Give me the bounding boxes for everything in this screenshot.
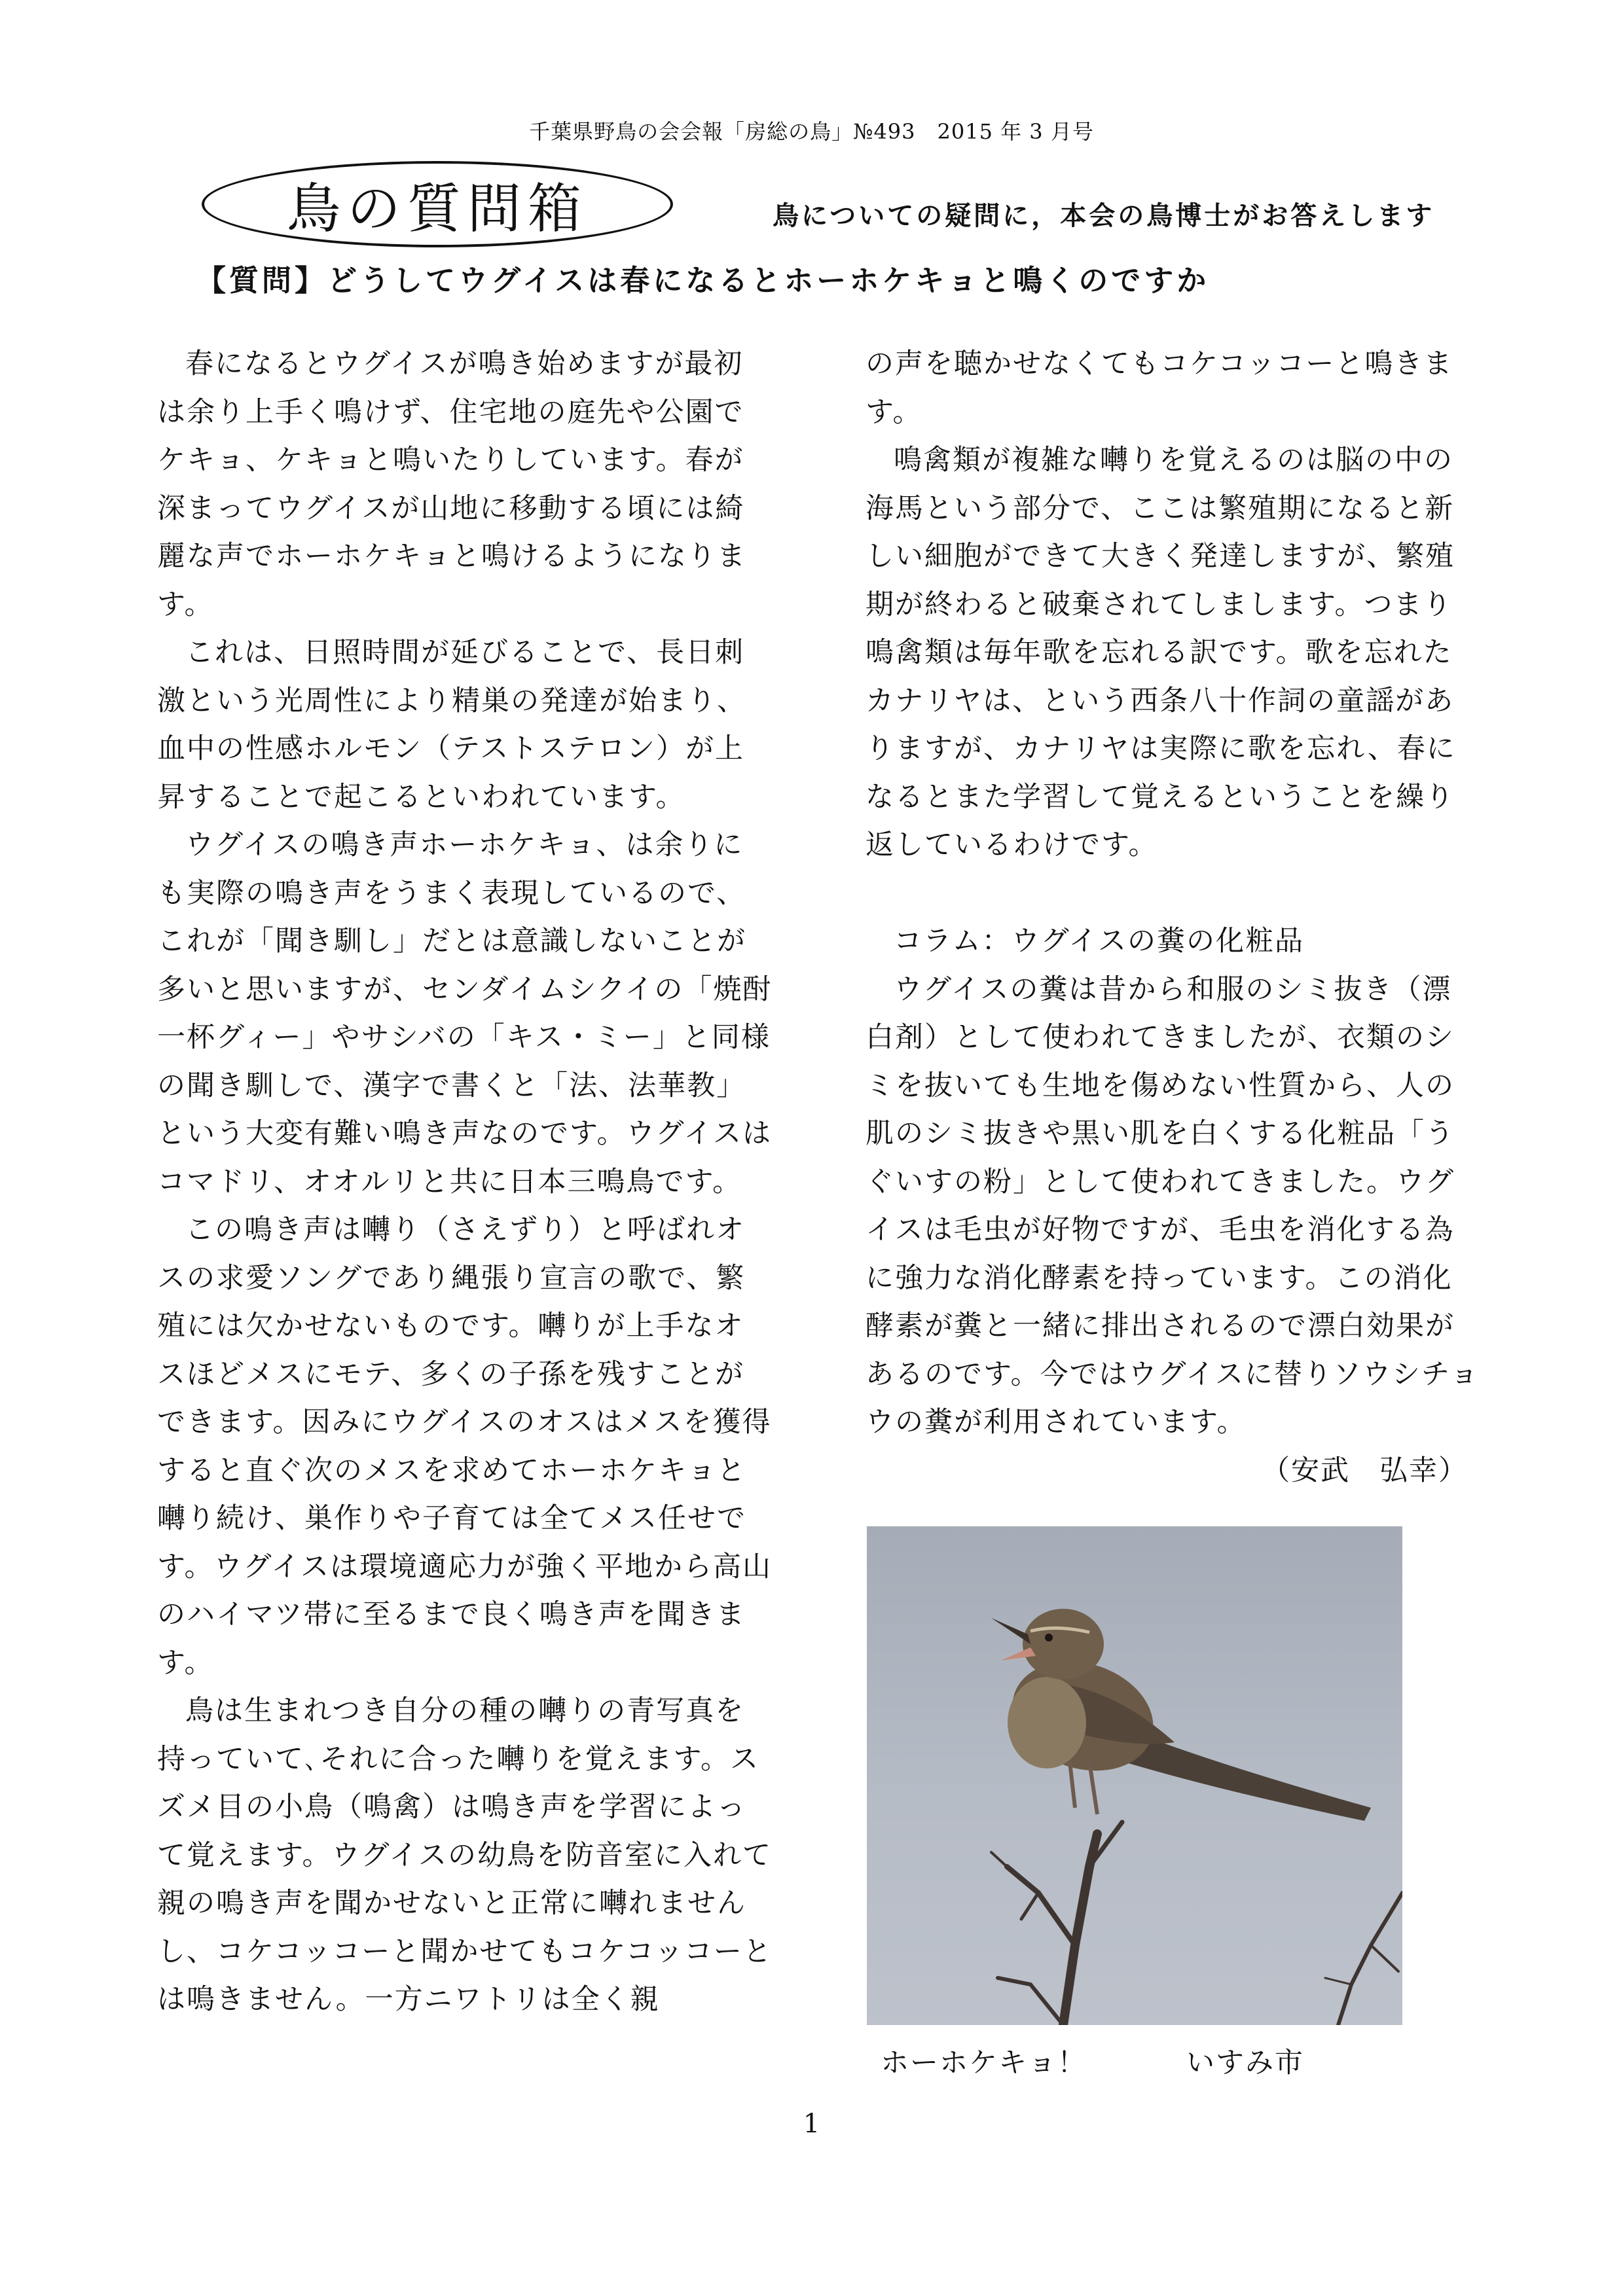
body-paragraph: これは、日照時間が延びることで、長日刺激という光周性により精巣の発達が始まり、血中の性感ホルモン（テストステロン）が上昇することで起こるといわれています。 bbox=[157, 636, 746, 814]
body-paragraph: この鳴き声は囀り（さえずり）と呼ばれオスの求愛ソングであり縄張り宣言の歌で、繁殖には欠かせないものです。囀りが上手なオスほどメスにモテ、多くの子孫を残すことができます。因みにウグイスのオスはメスを獲得すると直ぐ次のメスを求めてホーホケキョと囀り続け、巣作りや子育ては全てメス任せです。ウグイスは環境適応力が強く平地から高山のハイマツ帯に至るまで良く鳴き声を聞きます。 bbox=[157, 1213, 772, 1679]
section-title-oval bbox=[202, 161, 673, 247]
column-paragraph: ウグイスの糞は昔から和服のシミ抜き（漂白剤）として使われてきましたが、衣類のシミを抜いても生地を傷めない性質から、人の肌のシミ抜きや黒い肌を白くする化粧品「うぐいすの粉」として使われてきました。ウグイスは毛虫が好物ですが、毛虫を消化する為に強力な消化酵素を持っています。この消化酵素が糞と一緒に排出されるので漂白効果があるのです。今ではウグイスに替りソウシチョウの糞が利用されています。 bbox=[866, 973, 1480, 1439]
photo-caption: ホーホケキョ！ bbox=[881, 2047, 1087, 2079]
publication-line: 千葉県野鳥の会会報「房総の鳥」№493 2015 年 3 月号 bbox=[529, 119, 1094, 144]
body-paragraph-continuation: の声を聴かせなくてもコケコッコーと鳴きます。 bbox=[866, 348, 1453, 429]
author-signature: （安武 弘幸） bbox=[1262, 1454, 1468, 1487]
photo-location: いすみ市 bbox=[1186, 2047, 1304, 2079]
question-heading: 【質問】どうしてウグイスは春になるとホーホケキョと鳴くのですか bbox=[196, 263, 1210, 298]
column-heading: コラム：ウグイスの糞の化粧品 bbox=[894, 925, 1304, 958]
section-tagline: 鳥についての疑問に，本会の鳥博士がお答えします bbox=[773, 201, 1435, 231]
page-number: 1 bbox=[803, 2109, 820, 2139]
section-title: 鳥の質問箱 bbox=[286, 177, 588, 240]
body-paragraph: ウグイスの鳴き声ホーホケキョ、は余りにも実際の鳴き声をうまく表現しているので、これが「聞き馴し」だとは意識しないことが多いと思いますが、センダイムシクイの「焼酎一杯グィー」やサシバの「キス・ミー」と同様の聞き馴しで、漢字で書くと「法、法華教」という大変有難い鳴き声なのです。ウグイスはコマドリ、オオルリと共に日本三鳴鳥です。 bbox=[157, 829, 773, 1198]
right-column bbox=[866, 340, 1481, 1495]
body-paragraph: 鳴禽類が複雑な囀りを覚えるのは脳の中の海馬という部分で、ここは繁殖期になると新しい細胞ができて大きく発達しますが、繁殖期が終わると破棄されてしまします。つまり鳴禽類は毎年歌を忘れる訳です。歌を忘れたカナリヤは、という西条八十作詞の童謡がありますが、カナリヤは実際に歌を忘れ、春になるとまた学習して覚えるということを繰り返しているわけです。 bbox=[866, 444, 1456, 861]
body-paragraph: 春になるとウグイスが鳴き始めますが最初は余り上手く鳴けず、住宅地の庭先や公園でケキョ、ケキョと鳴いたりしています。春が深まってウグイスが山地に移動する頃には綺麗な声でホーホケキョと鳴けるようになります。 bbox=[157, 348, 746, 621]
bird-photo bbox=[867, 1526, 1402, 2025]
body-paragraph: 鳥は生まれつき自分の種の囀りの青写真を持っていて､それに合った囀りを覚えます。スズメ目の小鳥（鳴禽）は鳴き声を学習によって覚えます。ウグイスの幼鳥を防音室に入れて親の鳴き声を聞かせないと正常に囀れませんし、コケコッコーと聞かせてもコケコッコーとは鳴きません。一方ニワトリは全く親 bbox=[157, 1695, 773, 2016]
bush-warbler-illustration bbox=[867, 1526, 1402, 2025]
left-column bbox=[157, 340, 773, 2024]
